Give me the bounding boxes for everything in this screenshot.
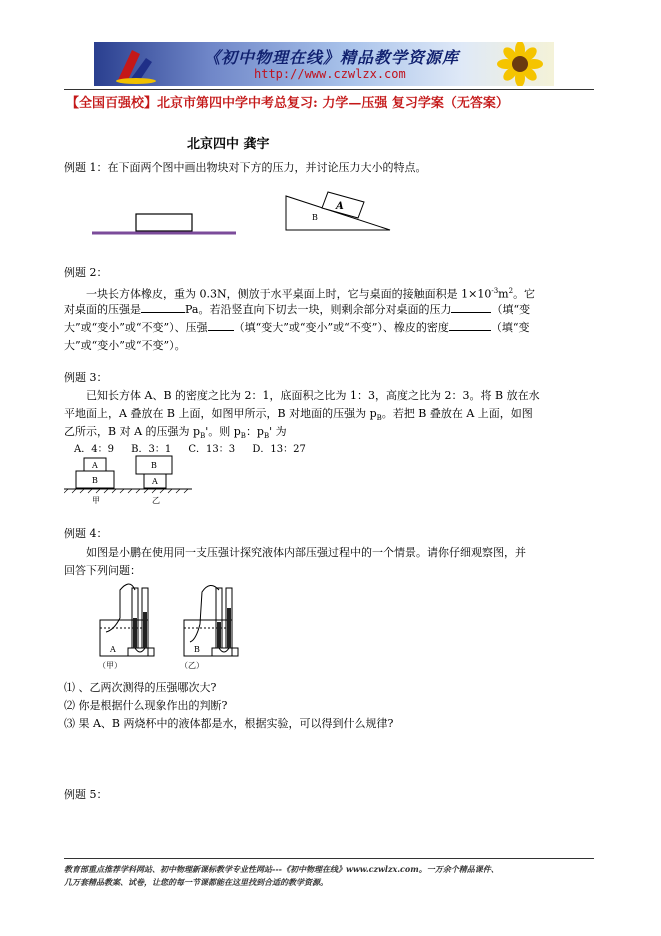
- header-banner: [94, 42, 554, 86]
- q2-line2: 对桌面的压强是 Pa。若沿竖直向下切去一块，则剩余部分对桌面的压力 （填“变: [64, 300, 530, 319]
- q4-fig-label-a: A: [110, 645, 116, 654]
- q4-fig-caption-yi: （乙）: [180, 661, 204, 670]
- q3-line1: 已知长方体 A、B 的密度之比为 2：1，底面积之比为 1：3，高度之比为 2：3。将 B 放在水: [86, 389, 540, 402]
- q3-line2: 平地面上，A 叠放在 B 上面，如图甲所示，B 对地面的压强为 $p_B$。若把 B 叠放在 A 上面，如图: [64, 407, 533, 423]
- footer: [64, 863, 604, 889]
- q3-option-a[interactable]: A．4：9: [74, 444, 114, 455]
- q3-option-c[interactable]: C．13：3: [188, 444, 236, 455]
- q1-body: 在下面两个图中画出物块对下方的压力，并讨论压力大小的特点。: [107, 161, 427, 174]
- sunflower-icon: [486, 42, 554, 86]
- footer-rule: [64, 858, 594, 859]
- q2-blank-force[interactable]: [451, 300, 491, 313]
- q2-line1: 一块长方体橡皮，重为 0.3N，侧放于水平桌面上时，它与桌面的接触面积是 $1\times 10^{-3}m^2$。它: [86, 287, 536, 301]
- q4-fig-caption-jia: （甲）: [98, 661, 122, 670]
- q1-figure-flat: [90, 208, 240, 238]
- author: 北京四中 龚宇: [187, 137, 270, 152]
- q1-fig-label-b: B: [312, 213, 318, 222]
- q4-item-3: ⑶ 果 A、B 两烧杯中的液体都是水，根据实验，可以得到什么规律?: [64, 717, 394, 730]
- q3-label: 例题 3：: [64, 371, 108, 384]
- q4-item-1: ⑴ 、乙两次测得的压强哪次大?: [64, 681, 217, 694]
- q4-line2: 回答下列问题：: [64, 564, 141, 577]
- banner-url[interactable]: http://www.czwlzx.com: [254, 67, 406, 81]
- q4-label: 例题 4：: [64, 527, 108, 540]
- q2-blank-pressure[interactable]: [141, 300, 185, 313]
- q1-fig-label-a: A: [336, 201, 344, 212]
- q3-figure-stacked-blocks: [64, 452, 194, 506]
- q3-option-d[interactable]: D．13：27: [252, 444, 306, 455]
- footer-line-2: 几万套精品教案、试卷，让您的每一节课都能在这里找到合适的教学资源。: [64, 877, 328, 887]
- banner-title: 《初中物理在线》精品教学资源库: [204, 48, 460, 67]
- q3-option-b[interactable]: B．3：1: [131, 444, 172, 455]
- q1-label: 例题 1：: [64, 161, 108, 174]
- q4-line1: 如图是小鹏在使用同一支压强计探究液体内部压强过程中的一个情景。请你仔细观察图，并: [86, 546, 526, 559]
- q2-line3: 大”或“变小”或“不变”）、压强 （填“变大”或“变小”或“不变”）、橡皮的密度 （填“变: [64, 318, 530, 337]
- q3-line3: 乙所示，B 对 A 的压强为 $p_B'$。则 $p_B$：$p_B'$ 为: [64, 425, 287, 441]
- svg-text:B: B: [92, 476, 98, 485]
- q3-fig-caption-jia: 甲: [92, 496, 100, 505]
- q2-blank-density[interactable]: [449, 318, 491, 331]
- svg-text:B: B: [151, 461, 157, 470]
- q1-figure-incline: [282, 190, 394, 236]
- q3-fig-caption-yi: 乙: [152, 496, 160, 505]
- footer-line-1: 教育部重点推荐学科网站、初中物理新课标教学专业性网站---《初中物理在线》www.czwlzx.com。一万余个精品课件、: [64, 864, 499, 874]
- q2-line4: 大”或“变小”或“不变”）。: [64, 339, 186, 352]
- q4-item-2: ⑵ 你是根据什么现象作出的判断?: [64, 699, 228, 712]
- header-rule: [64, 89, 594, 90]
- document-title: 【全国百强校】北京市第四中学中考总复习: 力学—压强 复习学案（无答案）: [66, 96, 509, 111]
- q4-fig-label-b: B: [194, 645, 200, 654]
- site-logo: [112, 44, 158, 84]
- q2-blank-pressure2[interactable]: [208, 318, 234, 331]
- q4-figure-pressure-gauge: [92, 578, 258, 672]
- q2-label: 例题 2：: [64, 266, 108, 279]
- svg-text:A: A: [92, 461, 98, 470]
- svg-text:A: A: [152, 477, 158, 486]
- q5-label: 例题 5：: [64, 788, 108, 801]
- q1-text: [64, 158, 427, 177]
